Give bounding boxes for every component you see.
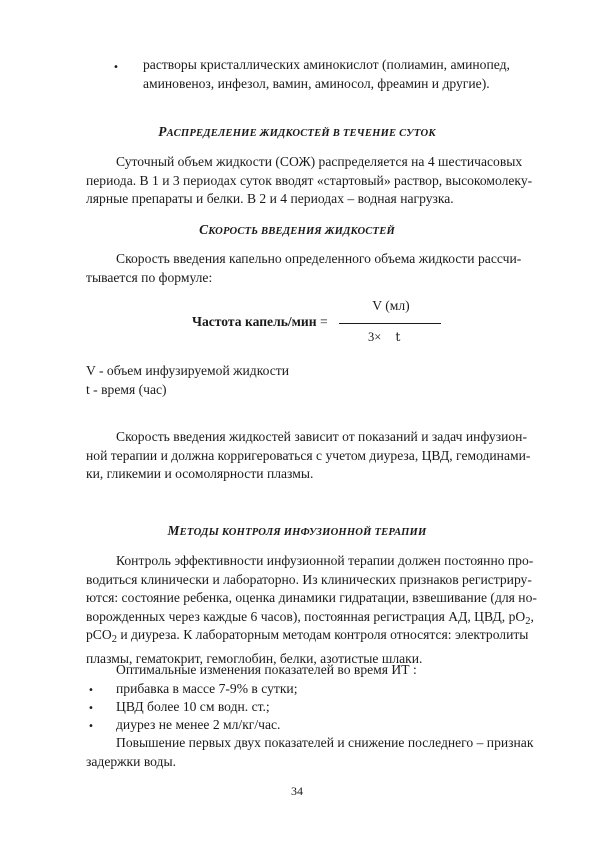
page-number: 34 <box>291 784 303 798</box>
paragraph-rate-intro: Скорость введения капельно определенного объема жидкости рассчи- тывается по формуле: <box>86 251 522 285</box>
bullet-icon: • <box>88 685 94 696</box>
list-item: прибавка в массе 7-9% в сутки; <box>116 681 298 696</box>
formula-numerator: V (мл) <box>372 298 410 313</box>
paragraph-conclusion: Повышение первых двух показателей и снижение последнего – признак задержки воды. <box>86 735 534 769</box>
heading-monitoring: МЕТОДЫ КОНТРОЛЯ ИНФУЗИОННОЙ ТЕРАПИИ <box>167 523 427 538</box>
paragraph-monitoring: Контроль эффективности инфузионной терапии должен постоянно про- водиться клинически и лабораторно. Из клинических признаков регистриру- ются: состояние ребенка, оценка динамики гидратации, взвешивание (для но- ворожденных через каждые 6 часов), постоянная регистрация АД, ЦВД, $pO_2$, <box>86 553 537 627</box>
line: аминовеноз, инфезол, вамин, аминосол, фреамин и другие). <box>143 75 490 91</box>
top-bullet-text <box>143 56 552 93</box>
bullet-icon: • <box>88 721 94 732</box>
paragraph-rate-dependency: Скорость введения жидкостей зависит от показаний и задач инфузион- ной терапии и должна корригероваться с учетом диуреза, ЦВД, гемодинами- ки, гликемии и осомолярности плазмы. <box>86 429 531 481</box>
formula-denominator: 3× t <box>368 329 401 344</box>
formula-legend: V - объем инфузируемой жидкости t - время (час) <box>86 363 290 397</box>
line: растворы кристаллических аминокислот (полиамин, аминопед, <box>143 57 510 72</box>
fraction-line <box>339 323 441 324</box>
bullet-icon: • <box>113 62 119 73</box>
formula-label: Частота капель/мин = <box>192 314 328 329</box>
bullet-icon: • <box>88 703 94 714</box>
heading-distribution: РАСПРЕДЕЛЕНИЕ ЖИДКОСТЕЙ В ТЕЧЕНИЕ СУТОК <box>158 124 436 139</box>
optimal-intro: Оптимальные изменения показателей во время ИТ : <box>116 662 417 677</box>
paragraph-distribution: Суточный объем жидкости (СОЖ) распределяется на 4 шестичасовых периода. В 1 и 3 периодах суток вводят «стартовый» раствор, высокомолеку- лярные препараты и белки. В 2 и 4 периодах – водная нагрузка. <box>86 154 533 206</box>
paragraph-monitoring-cont: pCO$_2$ и диуреза. К лабораторным методам контроля относятся: электролиты плазмы, гематокрит, гемоглобин, белки, азотистые шлаки. <box>86 627 529 666</box>
list-item: ЦВД более 10 см водн. ст.; <box>116 699 270 714</box>
heading-rate: СКОРОСТЬ ВВЕДЕНИЯ ЖИДКОСТЕЙ <box>199 222 395 237</box>
list-item: диурез не менее 2 мл/кг/час. <box>116 717 281 732</box>
